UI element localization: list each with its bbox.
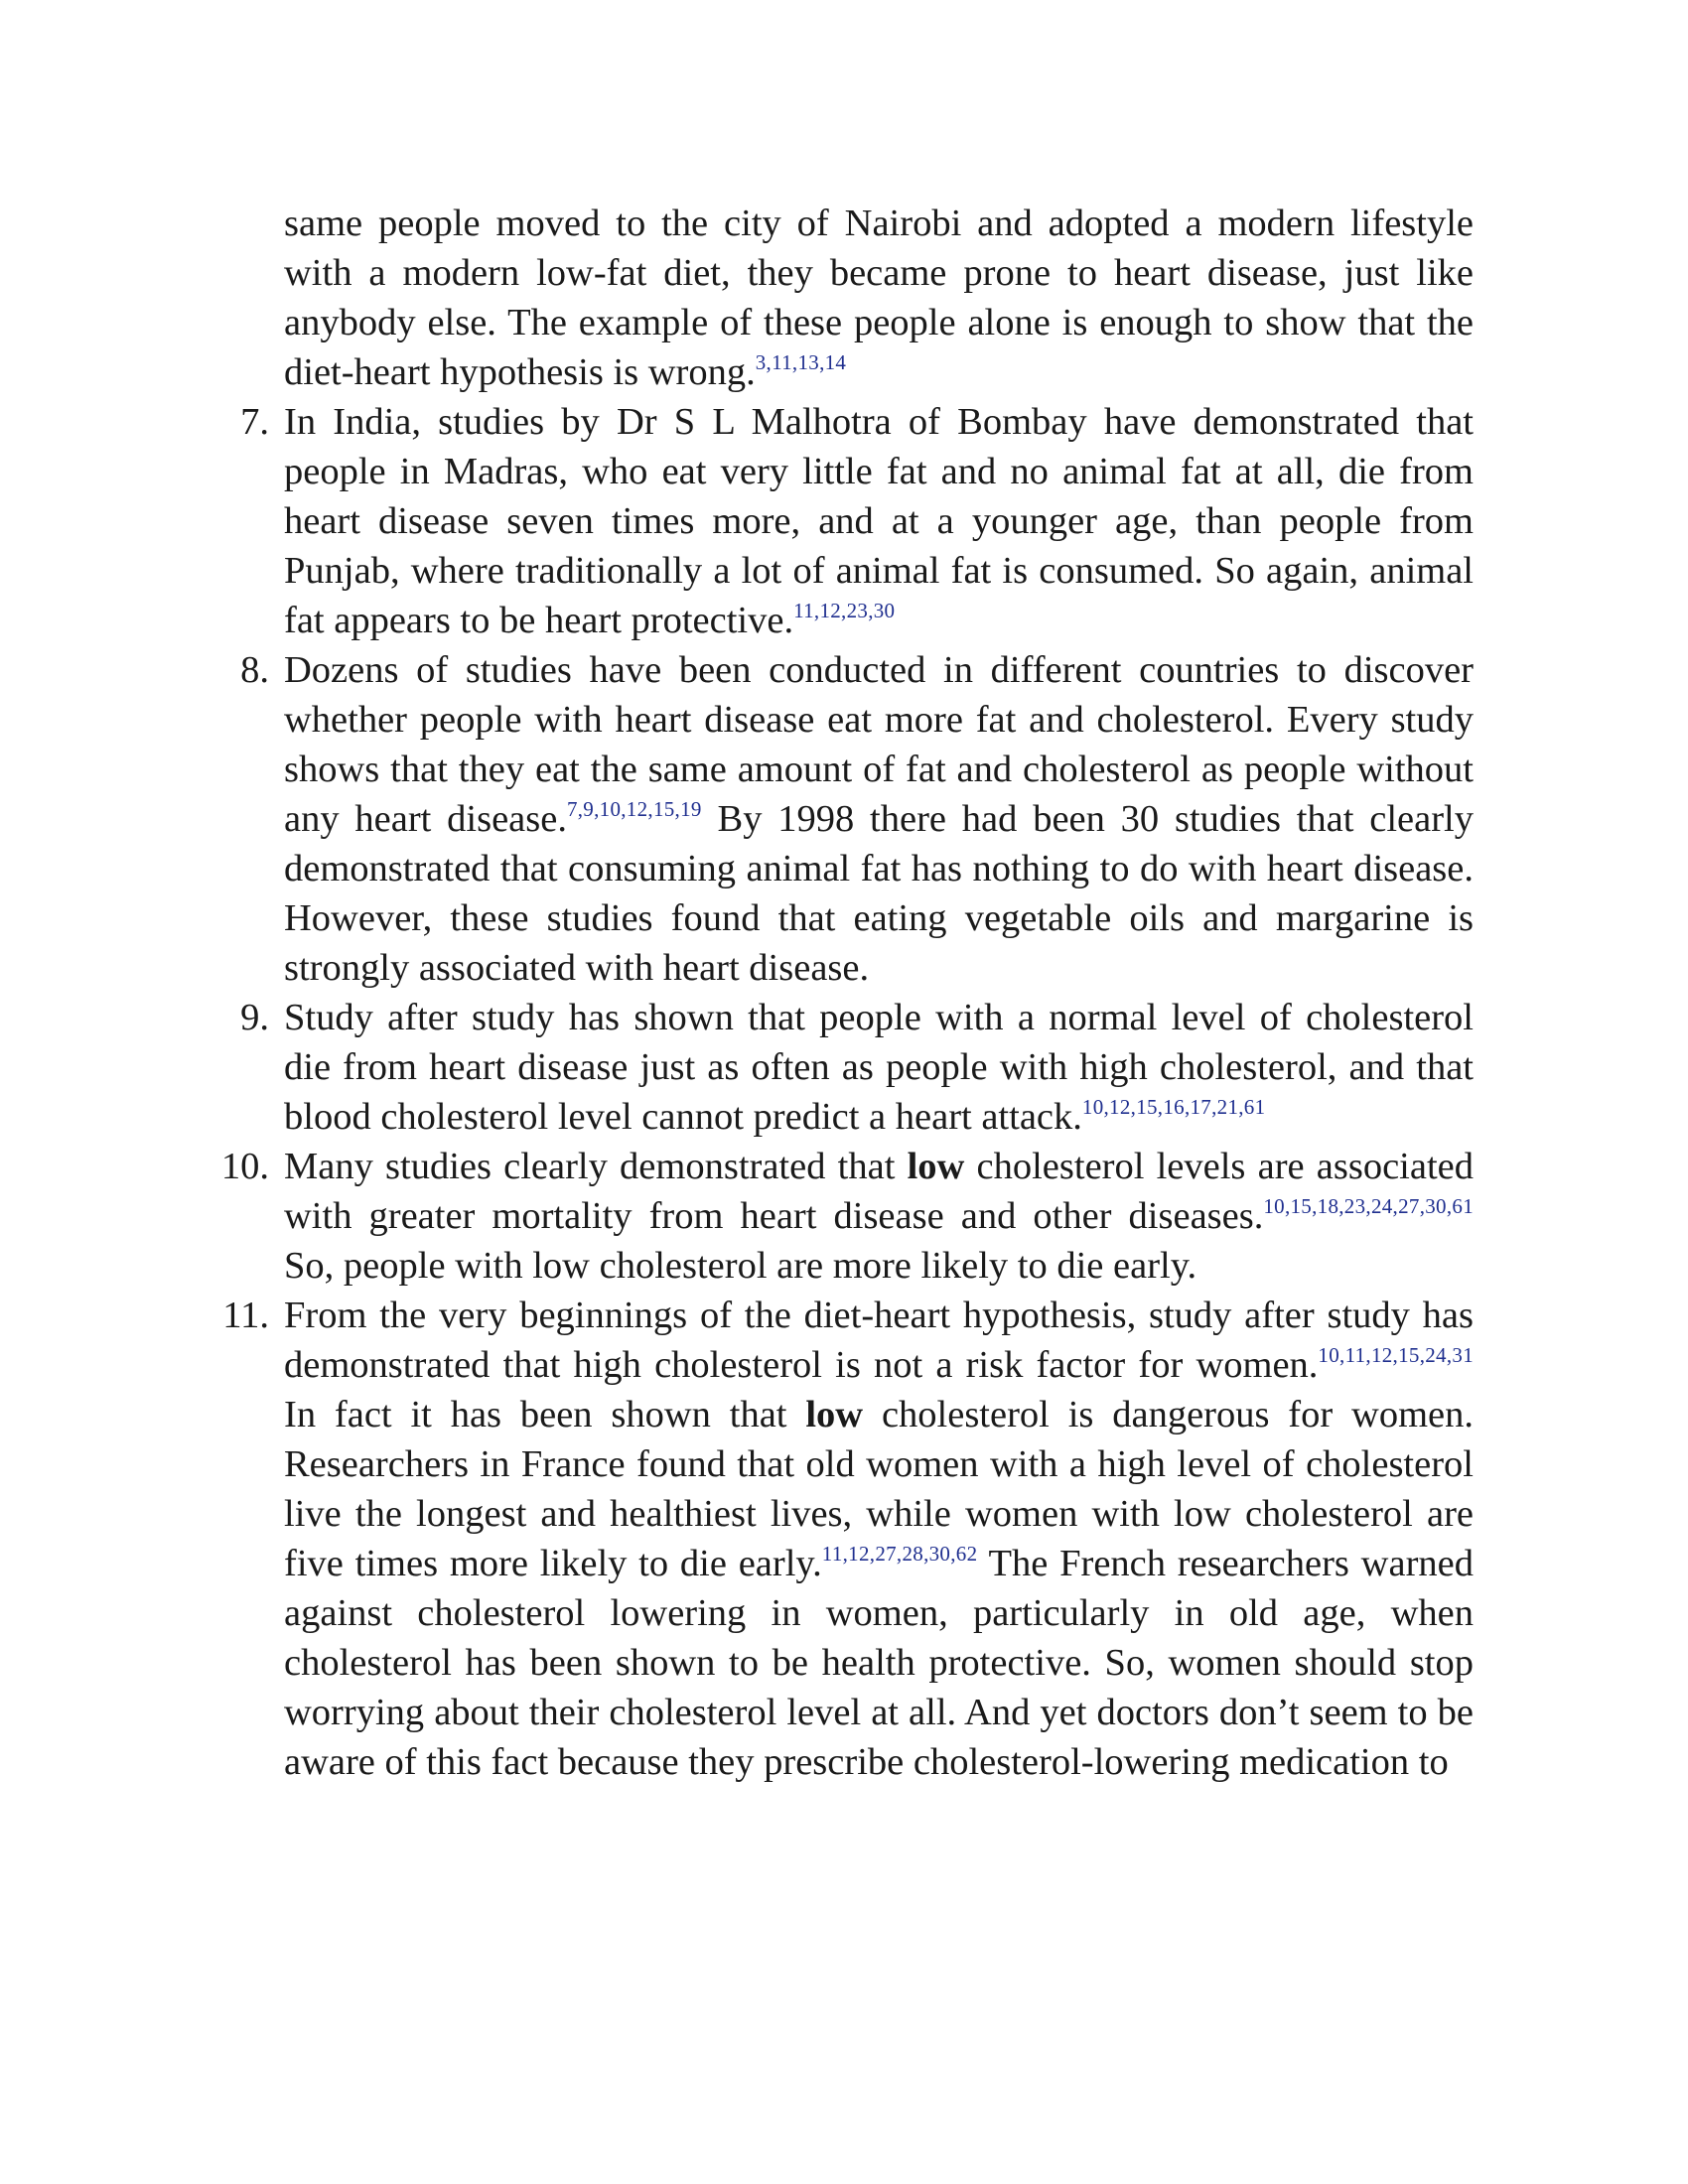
item-text-segment: By 1998 there had been 30 studies that clearly demonstrated that consuming animal fat has nothing to do with heart disease. However, these studies found that eating vegetable oils and margarine is strongly associated with heart disease.: [284, 798, 1474, 989]
bold-emphasis: low: [805, 1394, 864, 1435]
item-text-segment: cholesterol levels are associated with greater mortality from heart disease and other diseases.: [284, 1146, 1474, 1237]
list-item-9: [240, 993, 1474, 1142]
continued-paragraph: [284, 199, 1474, 397]
citation: 3,11,13,14: [755, 350, 847, 374]
item-text-segment: Dozens of studies have been conducted in different countries to discover whether people with heart disease eat more fat and cholesterol. Every study shows that they eat the same amount of fat and cholesterol as people without any heart disease.: [284, 649, 1474, 840]
item-text-segment: cholesterol is dangerous for women. Researchers in France found that old women with a high level of cholesterol live the longest and healthiest lives, while women with low cholesterol are five times more likely to die early.: [284, 1394, 1475, 1584]
item-text-segment: From the very beginnings of the diet-heart hypothesis, study after study has demonstrated that high cholesterol is not a risk factor for women.: [284, 1295, 1474, 1386]
list-number: 7.: [240, 401, 269, 443]
list-item-11: [222, 1291, 1475, 1787]
document-page: [220, 199, 1475, 1787]
item-text-segment: The French researchers warned against cholesterol lowering in women, particularly in old age, when cholesterol has been shown to be health protective. So, women should stop worrying about their cholesterol level at all. And yet doctors don’t seem to be aware of this fact because they prescribe cholesterol-lowering medication to: [284, 1543, 1474, 1783]
list-item-10: [220, 1142, 1474, 1291]
list-item-7: [240, 397, 1474, 645]
list-item-text: [284, 993, 1474, 1142]
item-text-segment: So, people with low cholesterol are more likely to die early.: [284, 1245, 1197, 1287]
citation: 11,12,23,30: [793, 599, 896, 622]
paragraph-text: same people moved to the city of Nairobi and adopted a modern lifestyle with a modern low-fat diet, they became prone to heart disease, just like anybody else. The example of these people alone is enough to show that the diet-heart hypothesis is wrong.: [284, 203, 1474, 393]
list-item-text: [284, 397, 1474, 645]
list-number: 9.: [240, 997, 269, 1038]
list-number: 11.: [222, 1295, 269, 1336]
list-item-text: [284, 1142, 1474, 1291]
item-text-segment: Many studies clearly demonstrated that: [284, 1146, 908, 1187]
citation: 10,11,12,15,24,31: [1318, 1343, 1474, 1367]
item-text-segment: Study after study has shown that people with a normal level of cholesterol die from heart disease just as often as people with high cholesterol, and that blood cholesterol level cannot predict a heart attack.: [284, 997, 1474, 1138]
item-text-segment: In India, studies by Dr S L Malhotra of Bombay have demonstrated that people in Madras, who eat very little fat and no animal fat at all, die from heart disease seven times more, and at a younger age, than people from Punjab, where traditionally a lot of animal fat is consumed. So again, animal fat appears to be heart protective.: [284, 401, 1474, 641]
list-number: 8.: [240, 649, 269, 691]
bold-emphasis: low: [907, 1146, 965, 1187]
citation: 7,9,10,12,15,19: [566, 797, 702, 821]
list-number: 10.: [220, 1146, 269, 1187]
list-item-8: [240, 645, 1474, 993]
citation: 10,15,18,23,24,27,30,61: [1263, 1194, 1474, 1218]
list-item-text: [284, 1291, 1474, 1787]
citation: 10,12,15,16,17,21,61: [1081, 1095, 1266, 1119]
list-item-text: [284, 645, 1474, 993]
item-text-segment: In fact it has been shown that: [284, 1394, 806, 1435]
citation: 11,12,27,28,30,62: [821, 1542, 978, 1566]
